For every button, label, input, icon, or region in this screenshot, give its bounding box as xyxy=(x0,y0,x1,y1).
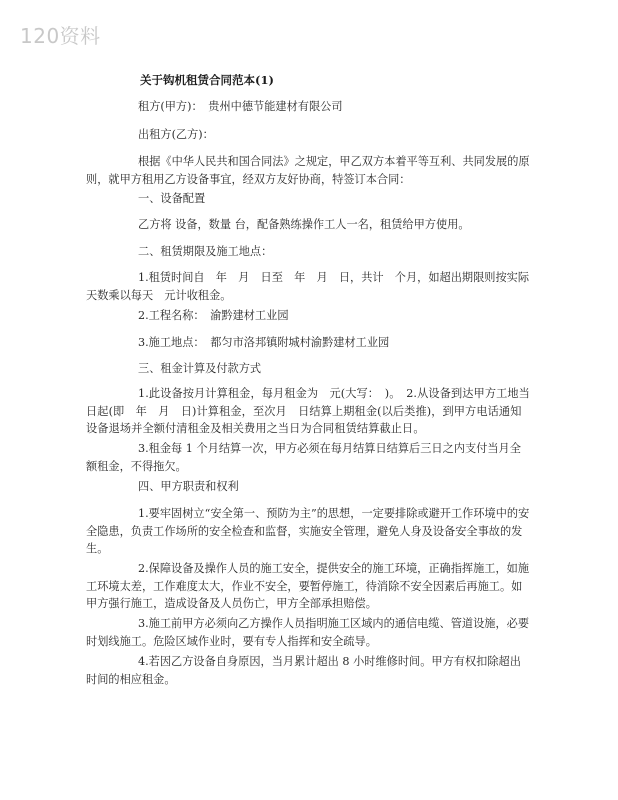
section-3-heading: 三、租金计算及付款方式 xyxy=(138,362,262,375)
lessee-line: 租方(甲方)： 贵州中德节能建材有限公司 xyxy=(138,100,343,113)
section-2-paragraph-3: 3.施工地点： 都匀市洛邦镇附城村渝黔建材工业园 xyxy=(138,336,390,349)
section-4-heading: 四、甲方职责和权利 xyxy=(138,480,239,493)
section-4-paragraph-4: 4.若因乙方设备自身原因，当月累计超出 8 小时维修时间。甲方有权扣除超出时间的相应租金。 xyxy=(86,655,521,686)
section-4-paragraph-2: 2.保障设备及操作人员的施工安全，提供安全的施工环境，正确指挥施工，如施工环境太差，工作难度太大，作业不安全，要暂停施工，待消除不安全因素后再施工。如甲方强行施工，造成设备及人员伤亡，甲方全部承担赔偿。 xyxy=(86,562,530,610)
section-3-paragraph-2: 3.租金每 1 个月结算一次，甲方必须在每月结算日结算后三日之内支付当月全额租金，不得拖欠。 xyxy=(86,442,521,473)
section-2-heading: 二、租赁期限及施工地点： xyxy=(138,245,273,258)
section-2-paragraph-1: 1.租赁时间自 年 月 日至 年 月 日，共计 个月，如超出期限则按实际天数乘以每天 元计收租金。 xyxy=(86,271,530,302)
section-3-paragraph-1: 1.此设备按月计算租金，每月租金为 元(大写： )。 2.从设备到达甲方工地当日起(即 年 月 日)计算租金，至次月 日结算上期租金(以后类推)，到甲方电话通知设备退场并全额付清租金及相关费用之当日为合同租赁结算截止日。 xyxy=(86,387,530,435)
section-2-paragraph-2: 2.工程名称： 渝黔建材工业园 xyxy=(138,309,289,322)
document-title: 关于钩机租赁合同范本(1) xyxy=(140,73,274,87)
preamble-paragraph: 根据《中华人民共和国合同法》之规定，甲乙双方本着平等互利、共同发展的原则，就甲方租用乙方设备事宜，经双方友好协商，特签订本合同： xyxy=(86,155,530,186)
section-1-heading: 一、设备配置 xyxy=(138,192,206,205)
watermark-logo: 120资料 xyxy=(20,24,101,48)
lessor-line: 出租方(乙方)： xyxy=(138,128,214,141)
section-4-paragraph-3: 3.施工前甲方必须向乙方操作人员指明施工区域内的通信电缆、管道设施，必要时划线施工。危险区域作业时，要有专人指挥和安全疏导。 xyxy=(86,617,530,648)
section-1-paragraph-1: 乙方将 设备，数量 台，配备熟练操作工人一名，租赁给甲方使用。 xyxy=(138,218,470,231)
section-4-paragraph-1: 1.要牢固树立“安全第一、预防为主”的思想，一定要排除或避开工作环境中的安全隐患，负责工作场所的安全检查和监督，实施安全管理，避免人身及设备安全事故的发生。 xyxy=(86,507,530,555)
